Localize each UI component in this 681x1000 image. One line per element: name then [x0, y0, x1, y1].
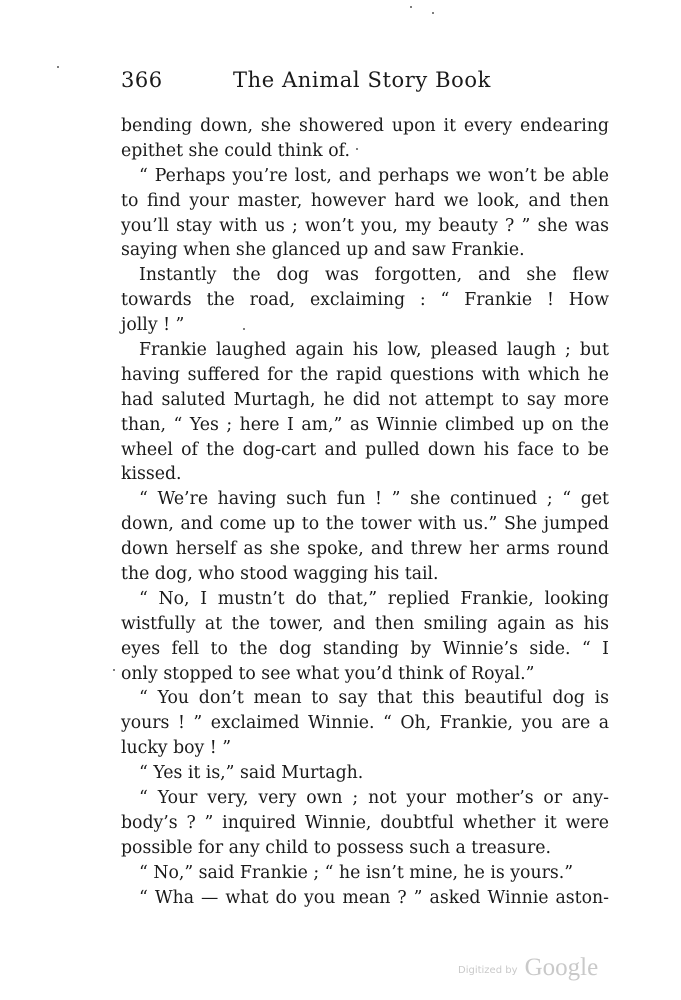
page-number: 366: [121, 68, 163, 92]
text-line: to find your master, however hard we look, and then: [121, 190, 609, 211]
text-line: yours ! ” exclaimed Winnie. “ Oh, Frankie, you are a: [121, 713, 609, 734]
text-line: “ You don’t mean to say that this beautiful dog is: [139, 688, 609, 709]
text-line: down herself as she spoke, and threw her arms round: [121, 539, 609, 560]
text-line: “ Yes it is,” said Murtagh.: [139, 763, 364, 784]
text-line: saying when she glanced up and saw Frankie.: [121, 240, 525, 261]
text-line: having suffered for the rapid questions with which he: [121, 364, 609, 385]
text-line: lucky boy ! ”: [121, 738, 232, 759]
page-header: [121, 68, 609, 102]
text-line: “ Perhaps you’re lost, and perhaps we won’t be able: [139, 165, 609, 186]
text-line: Instantly the dog was forgotten, and she flew: [139, 265, 609, 286]
text-line: “ No, I mustn’t do that,” replied Frankie, looking: [139, 588, 609, 609]
ink-speck: [57, 66, 59, 68]
text-line: Frankie laughed again his low, pleased laugh ; but: [139, 340, 609, 361]
text-line: only stopped to see what you’d think of Royal.”: [121, 663, 535, 684]
text-line: you’ll stay with us ; won’t you, my beauty ? ” she was: [121, 215, 609, 236]
digitized-by-google-watermark: [458, 954, 598, 982]
text-line: had saluted Murtagh, he did not attempt to say more: [121, 389, 609, 410]
body-text: [121, 114, 609, 911]
watermark-brand: Google: [524, 954, 599, 981]
ink-speck: [410, 6, 412, 8]
text-line: wistfully at the tower, and then smiling again as his: [121, 613, 609, 634]
text-line: jolly ! ”: [121, 315, 185, 336]
ink-speck: [432, 12, 434, 14]
text-line: the dog, who stood wagging his tail.: [121, 564, 439, 585]
text-line: possible for any child to possess such a treasure.: [121, 837, 552, 858]
text-line: body’s ? ” inquired Winnie, doubtful whether it were: [121, 812, 609, 833]
text-line: “ We’re having such fun ! ” she continued ; “ get: [139, 489, 609, 510]
text-line: than, “ Yes ; here I am,” as Winnie climbed up on the: [121, 414, 609, 435]
text-line: wheel of the dog-cart and pulled down his face to be: [121, 439, 609, 460]
text-line: eyes fell to the dog standing by Winnie’s side. “ I: [121, 638, 609, 659]
text-line: bending down, she showered upon it every endearing: [121, 116, 609, 136]
text-line: towards the road, exclaiming : “ Frankie ! How: [121, 290, 609, 311]
text-line: “ Wha — what do you mean ? ” asked Winnie aston-: [139, 887, 609, 908]
text-line: down, and come up to the tower with us.” She jumped: [121, 514, 609, 535]
running-head: The Animal Story Book: [233, 68, 491, 92]
text-line: epithet she could think of.: [121, 140, 350, 161]
text-line: “ No,” said Frankie ; “ he isn’t mine, he is yours.”: [139, 862, 574, 883]
text-line: “ Your very, very own ; not your mother’s or any-: [139, 788, 609, 809]
watermark-prefix: Digitized by: [458, 965, 518, 976]
ink-speck: [113, 669, 115, 671]
text-line: kissed.: [121, 464, 182, 485]
